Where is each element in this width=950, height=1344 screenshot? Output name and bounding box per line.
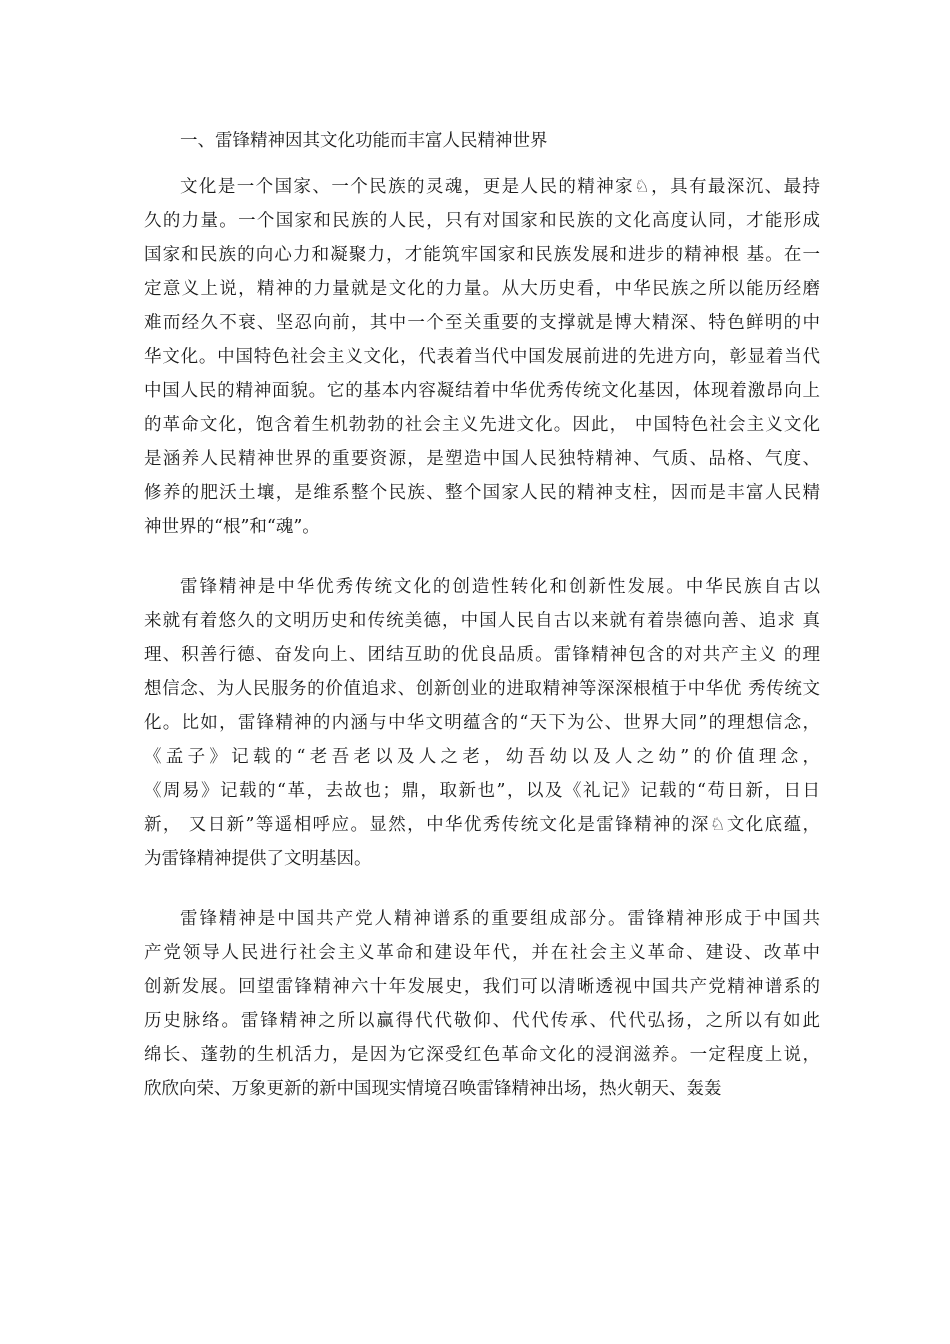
paragraph-line: 定意义上说，精神的力量就是文化的力量。从大历史看，中华民族之所以能历经磨 [144,279,820,299]
paragraph-line: 化。比如，雷锋精神的内涵与中华文明蕴含的“天下为公、世界大同”的理想信念， [144,713,820,733]
paragraph [144,902,820,1106]
paragraph-line: 中国人民的精神面貌。它的基本内容凝结着中华优秀传统文化基因，体现着激昂向上 [144,381,820,401]
paragraph-line: 新， 又日新”等遥相呼应。显然，中华优秀传统文化是雷锋精神的深♘文化底蕴， [144,815,820,835]
paragraph-line: 是涵养人民精神世界的重要资源，是塑造中国人民独特精神、气质、品格、气度、 [144,449,820,469]
paragraph-line: 的革命文化，饱含着生机勃勃的社会主义先进文化。因此， 中国特色社会主义文化 [144,415,820,435]
section-heading: 一、雷锋精神因其文化功能而丰富人民精神世界 [180,131,548,151]
paragraph-line: 欣欣向荣、万象更新的新中国现实情境召唤雷锋精神出场，热火朝天、轰轰 [144,1079,722,1099]
paragraph [144,570,820,876]
paragraph-line: 文化是一个国家、一个民族的灵魂，更是人民的精神家♘，具有最深沉、最持 [180,177,820,197]
paragraph-line: 雷锋精神是中华优秀传统文化的创造性转化和创新性发展。中华民族自古以 [180,577,820,597]
paragraph-line: 《周易》记载的“革，去故也；鼎，取新也”，以及《礼记》记载的“苟日新，日日 [144,781,820,801]
paragraph-line: 想信念、为人民服务的价值追求、创新创业的进取精神等深深根植于中华优 秀传统文 [144,679,820,699]
paragraph-line: 难而经久不衰、坚忍向前，其中一个至关重要的支撑就是博大精深、特色鲜明的中 [144,313,820,333]
paragraph-line: 为雷锋精神提供了文明基因。 [144,849,372,869]
document-body [144,124,820,1132]
paragraph-line: 《孟子》记载的“老吾老以及人之老，幼吾幼以及人之幼”的价值理念， [144,747,820,767]
paragraph-line: 华文化。中国特色社会主义文化，代表着当代中国发展前进的先进方向，彰显着当代 [144,347,820,367]
paragraph-line: 创新发展。回望雷锋精神六十年发展史，我们可以清晰透视中国共产党精神谱系的 [144,977,820,997]
paragraph-line: 久的力量。一个国家和民族的人民，只有对国家和民族的文化高度认同，才能形成 [144,211,820,231]
paragraph-line: 历史脉络。雷锋精神之所以赢得代代敬仰、代代传承、代代弘扬，之所以有如此 [144,1011,820,1031]
paragraph [144,170,820,544]
paragraph-line: 理、积善行德、奋发向上、团结互助的优良品质。雷锋精神包含的对共产主义 的理 [144,645,820,665]
paragraph-line: 神世界的“根”和“魂”。 [144,517,320,537]
paragraph-line: 来就有着悠久的文明历史和传统美德，中国人民自古以来就有着崇德向善、追求 真 [144,611,820,631]
paragraph-line: 国家和民族的向心力和凝聚力，才能筑牢国家和民族发展和进步的精神根 基。在一 [144,245,820,265]
paragraph-line: 产党领导人民进行社会主义革命和建设年代，并在社会主义革命、建设、改革中 [144,943,820,963]
paragraph-line: 雷锋精神是中国共产党人精神谱系的重要组成部分。雷锋精神形成于中国共 [180,909,820,929]
paragraph-line: 绵长、蓬勃的生机活力，是因为它深受红色革命文化的浸润滋养。一定程度上说， [144,1045,820,1065]
paragraph-line: 修养的肥沃土壤，是维系整个民族、整个国家人民的精神支柱，因而是丰富人民精 [144,483,820,503]
paragraph-list [144,170,820,1106]
